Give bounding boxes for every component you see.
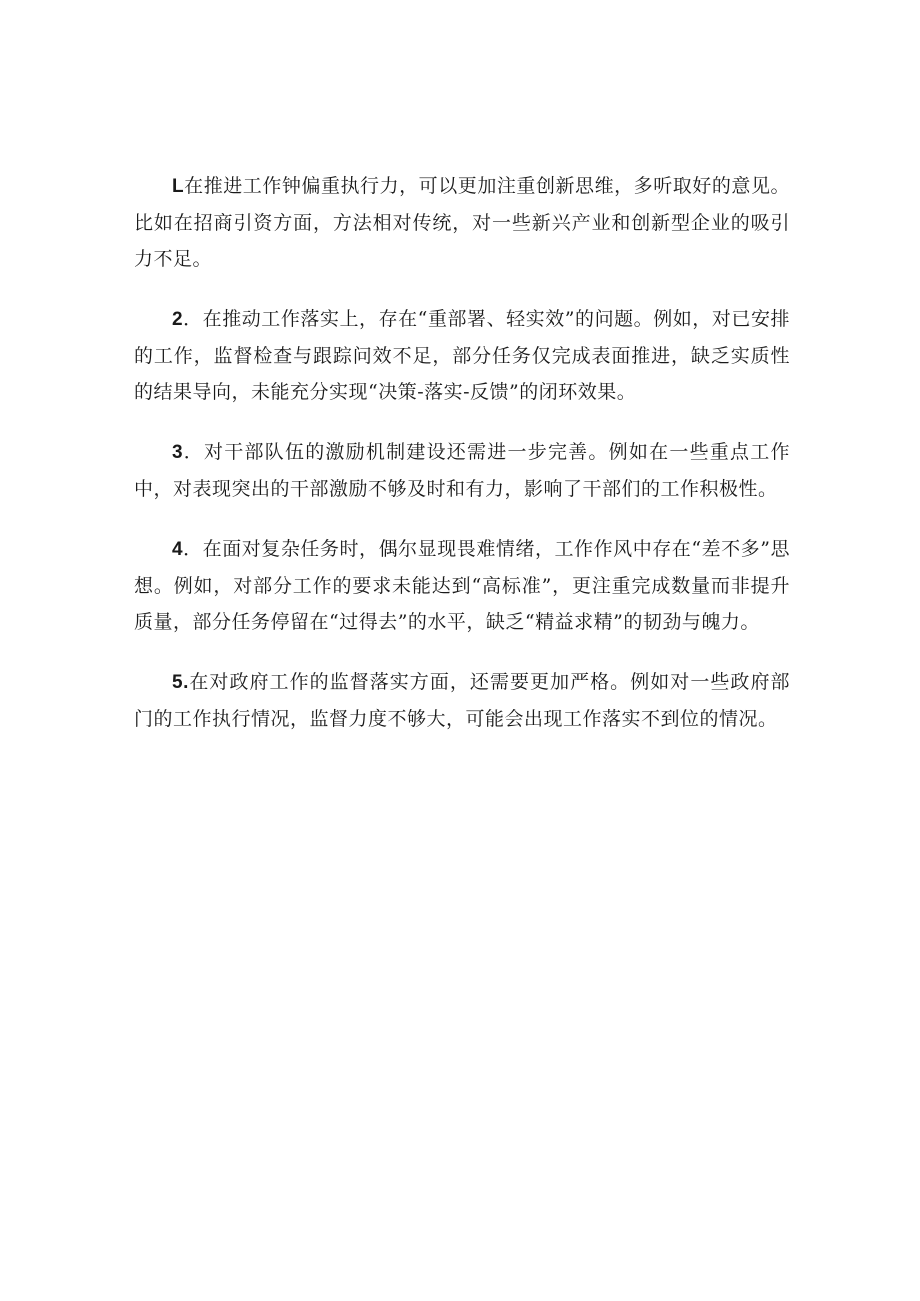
- paragraph-2-text: ．在推动工作落实上，存在“重部署、轻实效”的问题。例如，对已安排的工作，监督检查与跟踪问效不足，部分任务仅完成表面推进，缺乏实质性的结果导向，未能充分实现“决策-落实-反馈”的闭环效果。: [134, 308, 790, 403]
- paragraph-5-number: 5.: [172, 672, 189, 693]
- paragraph-2-number: 2: [172, 309, 184, 330]
- paragraph-5: [134, 664, 790, 737]
- paragraph-4-text: ．在面对复杂任务时，偶尔显现畏难情绪，工作作风中存在“差不多”思想。例如，对部分工作的要求未能达到“高标准”，更注重完成数量而非提升质量，部分任务停留在“过得去”的水平，缺乏“精益求精”的韧劲与魄力。: [134, 538, 790, 633]
- paragraph-1-text: 在推进工作钟偏重执行力，可以更加注重创新思维，多听取好的意见。比如在招商引资方面，方法相对传统，对一些新兴产业和创新型企业的吸引力不足。: [134, 175, 790, 270]
- paragraph-1-number: L: [172, 176, 185, 197]
- paragraph-2: [134, 301, 790, 410]
- document-body: [134, 168, 790, 761]
- paragraph-4-number: 4: [172, 539, 184, 560]
- paragraph-1: [134, 168, 790, 277]
- paragraph-3: [134, 434, 790, 507]
- paragraph-3-text: ．对干部队伍的激励机制建设还需进一步完善。例如在一些重点工作中，对表现突出的干部激励不够及时和有力，影响了干部们的工作积极性。: [134, 441, 790, 500]
- paragraph-3-number: 3: [172, 442, 184, 463]
- paragraph-5-text: 在对政府工作的监督落实方面，还需要更加严格。例如对一些政府部门的工作执行情况，监督力度不够大，可能会出现工作落实不到位的情况。: [134, 671, 790, 730]
- paragraph-4: [134, 531, 790, 640]
